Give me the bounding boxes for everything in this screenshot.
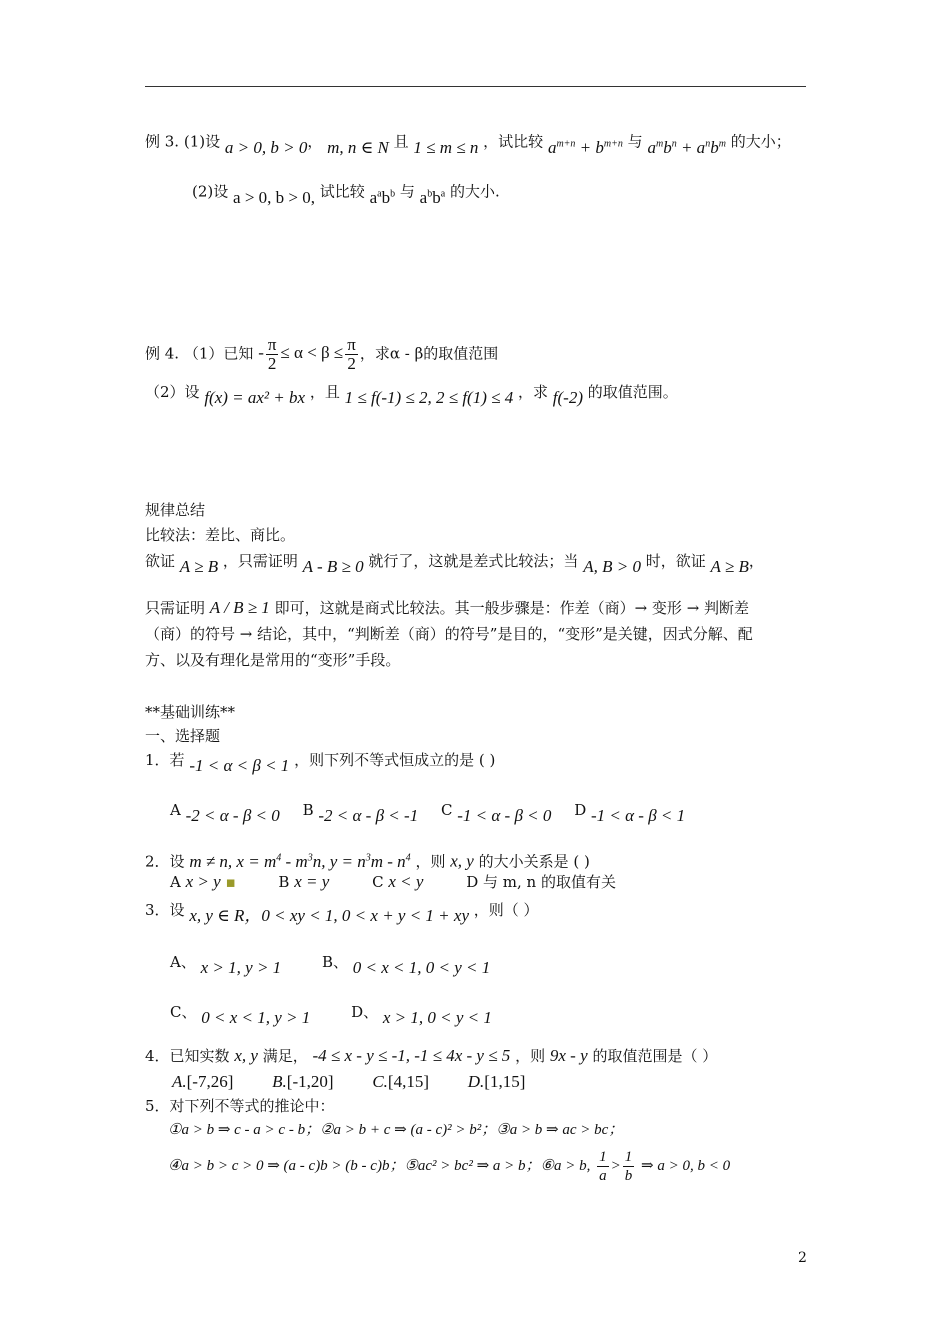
q4-option-d[interactable]: D.[1,15]: [467, 1072, 526, 1091]
summary-l3-a: 只需证明: [145, 599, 206, 617]
example3-part2-expr1: $a^ab^b$: [369, 187, 396, 207]
summary-l2-expr3: A, B > 0: [583, 557, 641, 576]
q1-option-a[interactable]: A -2 < α - β < 0: [170, 801, 280, 825]
summary-l2-expr4: A ≥ B: [710, 557, 749, 576]
q3-option-a[interactable]: A、 x > 1, y > 1: [170, 953, 282, 977]
q2-option-d[interactable]: D 与 m, n 的取值有关: [466, 873, 616, 891]
example3-part2: [192, 178, 500, 207]
example3-part2-cond: a > 0, b > 0,: [233, 187, 316, 207]
example3-part2-tail: 的大小.: [449, 182, 500, 201]
q3-option-b[interactable]: B、 0 < x < 1, 0 < y < 1: [321, 953, 491, 977]
summary-l2-c: 就行了，这就是差式比较法；当: [368, 552, 579, 570]
summary-title: 规律总结: [145, 501, 206, 519]
q2-cond: m ≠ n, $x = m^4 - m^3n$, $y = n^3m - n^4$: [189, 851, 411, 871]
q5-stem: 5．对下列不等式的推论中：: [145, 1097, 335, 1115]
q2-options: [170, 872, 634, 892]
q4-num: 4．已知实数: [145, 1047, 230, 1065]
summary-l3-b: 即可，这就是商式比较法。其一般步骤是：作差（商）→ 变形 → 判断差: [274, 599, 750, 617]
q5-row2: [168, 1148, 730, 1185]
q4-stem: [145, 1046, 717, 1066]
q3-option-c[interactable]: C、 0 < x < 1, y > 1: [170, 1003, 311, 1027]
q1-stem: [145, 750, 496, 775]
q1-option-d[interactable]: D -1 < α - β < 1: [574, 801, 686, 825]
q1-cond: -1 < α < β < 1: [189, 756, 290, 775]
training-section: 一、选择题: [145, 727, 221, 745]
example4-target: f(-2): [552, 388, 584, 407]
q4-ask: ，则: [515, 1047, 546, 1065]
example3-part2-compare: 试比较: [319, 182, 365, 201]
q2-option-b[interactable]: B x = y: [278, 872, 330, 891]
summary-line3: [145, 598, 749, 618]
example3-part2-with: 与: [399, 182, 415, 201]
q4-option-b[interactable]: B.[-1,20]: [272, 1072, 334, 1091]
example4-cond: 1 ≤ f(-1) ≤ 2, 2 ≤ f(1) ≤ 4: [344, 388, 514, 407]
q1-num: 1．若: [145, 751, 185, 769]
q1-text: ，则下列不等式恒成立的是 ( ): [294, 751, 496, 769]
q3-options-row1: [170, 952, 508, 977]
page-number: 2: [798, 1250, 807, 1266]
training-title: **基础训练**: [145, 703, 236, 721]
example3-cond1: a > 0, b > 0: [224, 137, 308, 157]
q5-row1-text: ①a > b ⇒ c - a > c - b；②a > b + c ⇒ (a - c)² > b²；③a > b ⇒ ac > bc；: [168, 1122, 624, 1138]
q2-option-c[interactable]: C x < y: [372, 872, 424, 891]
summary-l2-expr1: A ≥ B: [179, 557, 219, 576]
summary-line2: 欲证 A ≥ B ，只需证明 A - B ≥ 0 就行了，这就是差式比较法；当 A, B > 0 时，欲证 A ≥ B，: [145, 552, 764, 576]
q3-num: 3．设: [145, 901, 185, 919]
q2-stem: [145, 848, 590, 872]
q3-option-d[interactable]: D、 x > 1, 0 < y < 1: [351, 1003, 492, 1027]
example4-range-text: ，求α - β的取值范围: [359, 344, 499, 363]
q2-num: 2．设: [145, 852, 185, 871]
q4-vars: x, y: [234, 1046, 258, 1065]
example4-ask: ，求: [518, 383, 549, 401]
q4-options: [172, 1072, 543, 1092]
q5-row2-frac: $\frac{1}{a}$ > $\frac{1}{b}$: [599, 1149, 633, 1184]
q5-row1: [168, 1120, 623, 1140]
q1-option-b[interactable]: B -2 < α - β < -1: [302, 801, 419, 825]
q4-option-c[interactable]: C.[4,15]: [372, 1072, 429, 1091]
q1-option-c[interactable]: C -1 < α - β < 0: [440, 801, 552, 825]
example3-expr1: $a^{m+n} + b^{m+n}$: [547, 137, 623, 157]
example4-tail: 的取值范围。: [587, 383, 678, 401]
summary-line5: 方、以及有理化是常用的“变形”手段。: [145, 651, 401, 669]
summary-l2-b: ，只需证明: [222, 552, 298, 570]
summary-l3-expr: A / B ≥ 1: [209, 598, 270, 617]
example4-label: 例 4. （1）已知: [145, 344, 254, 363]
summary-l2-expr2: A - B ≥ 0: [302, 557, 364, 576]
q1-options: [170, 800, 703, 825]
example3-expr2: $a^mb^n + a^nb^m$: [647, 137, 726, 157]
example3-cond2: m, n ∈ N: [327, 137, 389, 157]
summary-line4: （商）的符号 → 结论，其中，“判断差（商）的符号”是目的，“变形”是关键，因式分解、配: [145, 625, 753, 643]
summary-l2-d: 时，欲证: [645, 552, 706, 570]
example3-part1: 例 3. (1)设 a > 0, b > 0， m, n ∈ N 且 1 ≤ m ≤ n ，试比较 $a^{m+n} + b^{m+n}$ 与 $a^mb^n + a^nb^m$ 的大小；: [145, 132, 791, 157]
q4-target: 9x - y: [549, 1046, 588, 1065]
example3-compare: ，试比较: [483, 132, 544, 151]
example4-part1: [145, 336, 498, 373]
q3-cond: x, y ∈ R，0 < xy < 1, 0 < x + y < 1 + xy: [189, 906, 469, 925]
summary-l2-a: 欲证: [145, 552, 176, 570]
q2-text: ，则: [415, 852, 446, 871]
q3-stem: [145, 900, 539, 925]
summary-line1: 比较法：差比、商比。: [145, 526, 296, 544]
example4-range: - $\frac{\pi}{2}$ ≤ α < β ≤ $\frac{\pi}{2}$: [258, 335, 356, 373]
example4-func: f(x) = ax² + bx: [204, 388, 306, 407]
example3-with: 与: [627, 132, 643, 151]
example3-part2-expr2: $a^bb^a$: [419, 187, 446, 207]
q2-vars: x, y: [450, 851, 474, 871]
q4-tail: 的取值范围是（ ）: [592, 1047, 718, 1065]
example3-label: 例 3. (1)设: [145, 132, 221, 151]
example4-and: ，且: [309, 383, 340, 401]
header-rule: [145, 86, 806, 87]
q4-cond: -4 ≤ x - y ≤ -1, -1 ≤ 4x - y ≤ 5: [312, 1046, 511, 1065]
q5-row2-a: ④a > b > c > 0 ⇒ (a - c)b > (b - c)b；⑤ac² > bc² ⇒ a > b；⑥a > b,: [168, 1157, 591, 1174]
example4-part2: [145, 382, 678, 407]
q3-text: ，则（ ）: [473, 901, 539, 919]
q4-text: 满足，: [262, 1047, 308, 1065]
example3-cond3: 1 ≤ m ≤ n: [413, 137, 479, 157]
q2-tail: 的大小关系是 ( ): [478, 852, 590, 871]
example4-part2-label: （2）设: [145, 383, 200, 401]
q3-options-row2: [170, 1002, 510, 1027]
q4-option-a[interactable]: A.[-7,26]: [172, 1072, 234, 1091]
example3-part2-label: (2)设: [192, 182, 229, 201]
example3-and: 且: [393, 132, 409, 151]
example3-tail: 的大小；: [730, 132, 791, 151]
q2-option-a[interactable]: A x > y ▪: [170, 872, 236, 891]
q5-row2-b: ⇒ a > 0, b < 0: [641, 1157, 731, 1174]
